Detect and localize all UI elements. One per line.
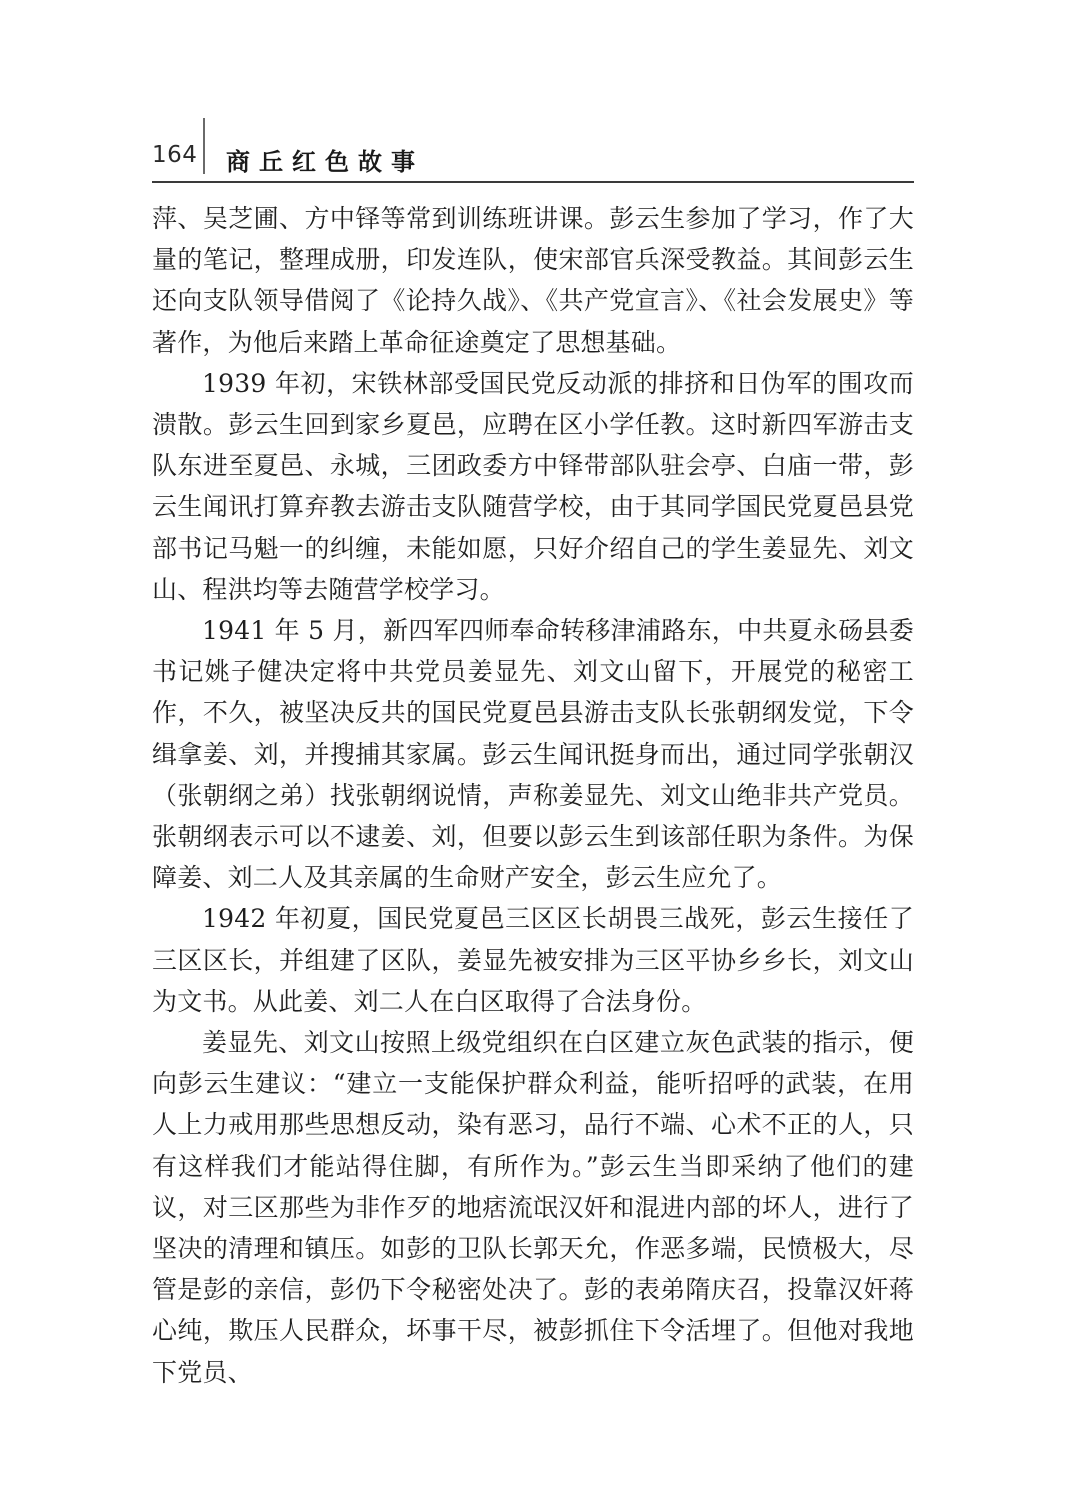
running-header xyxy=(152,112,914,184)
paragraph: 1941 年 5 月，新四军四师奉命转移津浦路东，中共夏永砀县委书记姚子健决定将中共党员姜显先、刘文山留下，开展党的秘密工作，不久，被坚决反共的国民党夏邑县游击支队长张朝纲发觉，下令缉拿姜、刘，并搜捕其家属。彭云生闻讯挺身而出，通过同学张朝汉（张朝纲之弟）找张朝纲说情，声称姜显先、刘文山绝非共产党员。张朝纲表示可以不逮姜、刘，但要以彭云生到该部任职为条件。为保障姜、刘二人及其亲属的生命财产安全，彭云生应允了。 xyxy=(152,616,914,893)
page-number: 164 xyxy=(152,142,198,168)
body-text xyxy=(152,198,914,1393)
header-divider xyxy=(203,118,205,174)
paragraph: 姜显先、刘文山按照上级党组织在白区建立灰色武装的指示，便向彭云生建议：“建立一支能保护群众利益，能听招呼的武装，在用人上力戒用那些思想反动，染有恶习，品行不端、心术不正的人，只有这样我们才能站得住脚，有所作为。”彭云生当即采纳了他们的建议，对三区那些为非作歹的地痞流氓汉奸和混进内部的坏人，进行了坚决的清理和镇压。如彭的卫队长郭天允，作恶多端，民愤极大，尽管是彭的亲信，彭仍下令秘密处决了。彭的表弟隋庆召，投靠汉奸蒋心纯，欺压人民群众，坏事干尽，被彭抓住下令活埋了。但他对我地下党员、 xyxy=(152,1028,914,1387)
paragraph: 1942 年初夏，国民党夏邑三区区长胡畏三战死，彭云生接任了三区区长，并组建了区队，姜显先被安排为三区平协乡乡长，刘文山为文书。从此姜、刘二人在白区取得了合法身份。 xyxy=(152,904,914,1016)
paragraph-continued: 萍、吴芝圃、方中铎等常到训练班讲课。彭云生参加了学习，作了大量的笔记，整理成册，印发连队，使宋部官兵深受教益。其间彭云生还向支队领导借阅了《论持久战》、《共产党宣言》、《社会发展史》等著作，为他后来踏上革命征途奠定了思想基础。 xyxy=(152,204,914,357)
paragraph: 1939 年初，宋铁林部受国民党反动派的排挤和日伪军的围攻而溃散。彭云生回到家乡夏邑，应聘在区小学任教。这时新四军游击支队东进至夏邑、永城，三团政委方中铎带部队驻会亭、白庙一带，彭云生闻讯打算弃教去游击支队随营学校，由于其同学国民党夏邑县党部书记马魁一的纠缠，未能如愿，只好介绍自己的学生姜显先、刘文山、程洪均等去随营学校学习。 xyxy=(152,368,914,604)
book-title: 商丘红色故事 xyxy=(226,147,424,176)
header-rule xyxy=(152,181,914,183)
